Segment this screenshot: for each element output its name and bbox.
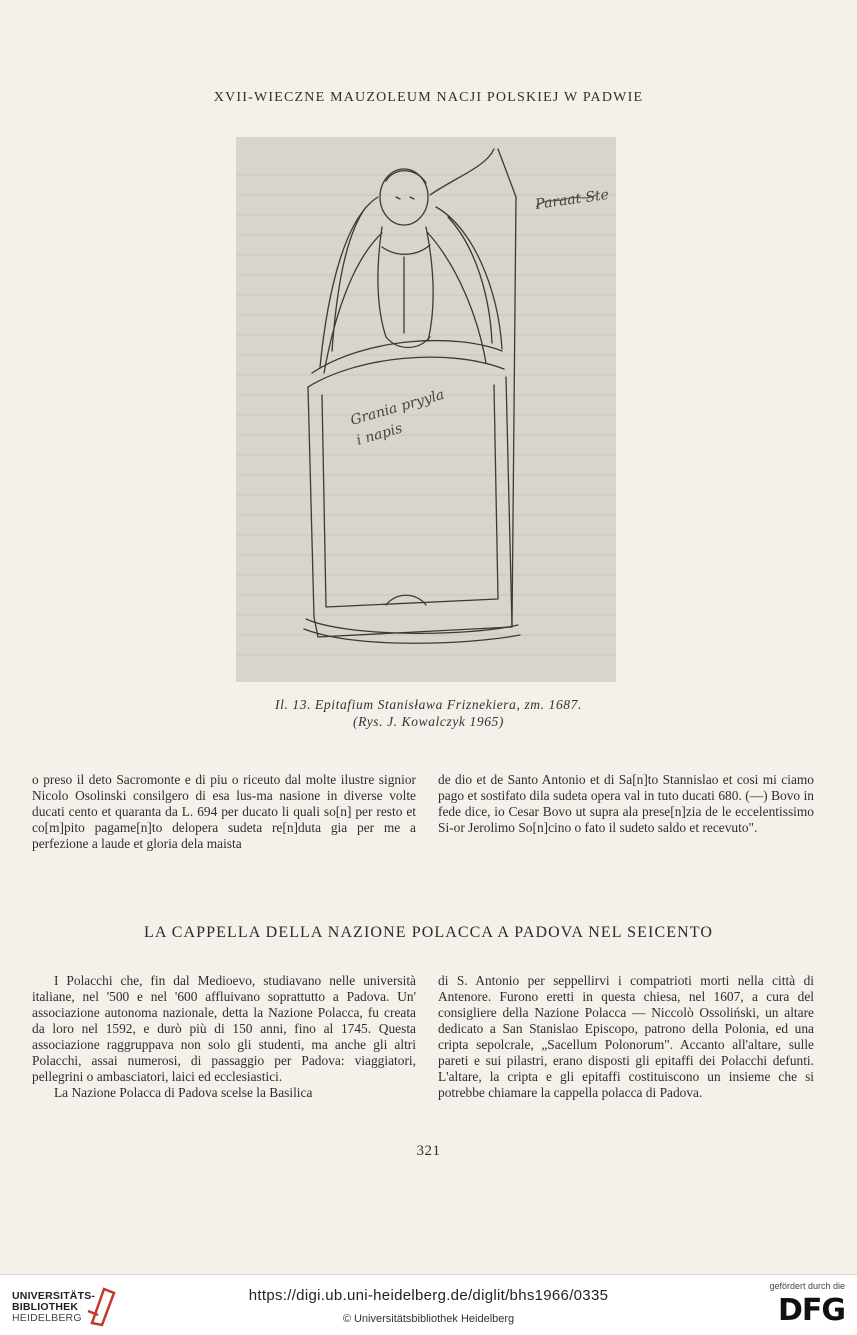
dfg-subtitle: gefördert durch die — [769, 1281, 845, 1291]
epitaph-drawing — [236, 137, 616, 682]
viewer-footer — [0, 1274, 857, 1335]
quote-right-text: de dio et de Santo Antonio et di Sa[n]to Stannislao et cosi mi ciamo pago et sostifato dila sudeta opera val in tuto ducati 680. (—) Bovo in fede dice, io Cesar Bovo ut supra ala prese[n]zia de le eccelentissimo Si-or Jerolimo So[n]cino o fato il sudeto saldo et recevuto". — [438, 772, 814, 835]
quote-left-text: o preso il deto Sacromonte e di piu o riceuto dal molte ilustre signior Nicolo Osolinski consilgero di esa lus-ma nasione in diverse volte ducati cento et quaranta da L. 694 per ducato li quali so[n] per resto et co[m]pito pagame[n]to delopera sudeta re[n]duta gia per me a perfezione a laude et gloria dela maista — [32, 772, 416, 851]
sketch-note-2: Grania pryyla — [348, 386, 447, 429]
caption-line-2: (Rys. J. Kowalczyk 1965) — [353, 714, 504, 729]
section-title: LA CAPPELLA DELLA NAZIONE POLACCA A PADOVA NEL SEICENTO — [144, 924, 713, 941]
sketch-note-3: i napis — [354, 420, 405, 449]
page-number: 321 — [416, 1143, 441, 1159]
logo-line-1: UNIVERSITÄTS- — [12, 1290, 96, 1302]
logo-line-2: BIBLIOTHEK — [12, 1301, 79, 1313]
dfg-logo[interactable]: DFG — [777, 1293, 845, 1328]
body-left-column — [32, 973, 416, 1101]
figure-sketch — [236, 137, 616, 682]
quote-left-column — [32, 772, 416, 852]
running-head: XVII-WIECZNE MAUZOLEUM NACJI POLSKIEJ W PADWIE — [213, 90, 644, 105]
logo-line-3: HEIDELBERG — [12, 1312, 82, 1324]
caption-line-1: Il. 13. Epitafium Stanisława Friznekiera, zm. 1687. — [275, 697, 582, 712]
body-left-paragraph-2: La Nazione Polacca di Padova scelse la Basilica — [54, 1085, 313, 1100]
body-left-paragraph-1: I Polacchi che, fin dal Medioevo, studiavano nelle università italiane, nel '500 e nel '600 affluivano soprattutto a Padova. Un' associazione autonoma nazionale, detta la Nazione Polacca, fu creata da loro nel 1592, e durò più di 150 anni, fino al 1745. Questa associazione raggruppava non solo gli studenti, ma anche gli altri Polacchi, assai numerosi, di passaggio per Padova: viaggiatori, pellegrini o ambasciatori, laici ed ecclesiastici. — [32, 973, 416, 1084]
body-right-paragraph-1: di S. Antonio per seppellirvi i compatrioti morti nella città di Antenore. Furono eretti in questa chiesa, nel 1607, a cura del consigliere della Nazione Polacca — Niccolò Ossoliński, un altare dedicato a San Stanislao Episcopo, patrono della Polonia, ed una cripta sepolcrale, „Sacellum Polonorum". Accanto all'altare, sulle pareti e sui pilastri, erano disposti gli epitaffi dei Polacchi defunti. L'altare, la cripta e gli epitaffi costituiscono un insieme che si potrebbe chiamare la cappella polacca di Padova. — [438, 973, 814, 1100]
copyright-notice: © Universitätsbibliothek Heidelberg — [342, 1313, 515, 1325]
body-right-column — [438, 973, 814, 1101]
sketch-note-1: Paraat Ste — [534, 186, 610, 213]
figure-caption — [0, 696, 857, 730]
permalink-url[interactable]: https://digi.ub.uni-heidelberg.de/diglit/bhs1966/0335 — [248, 1287, 609, 1304]
quote-right-column — [438, 772, 814, 836]
